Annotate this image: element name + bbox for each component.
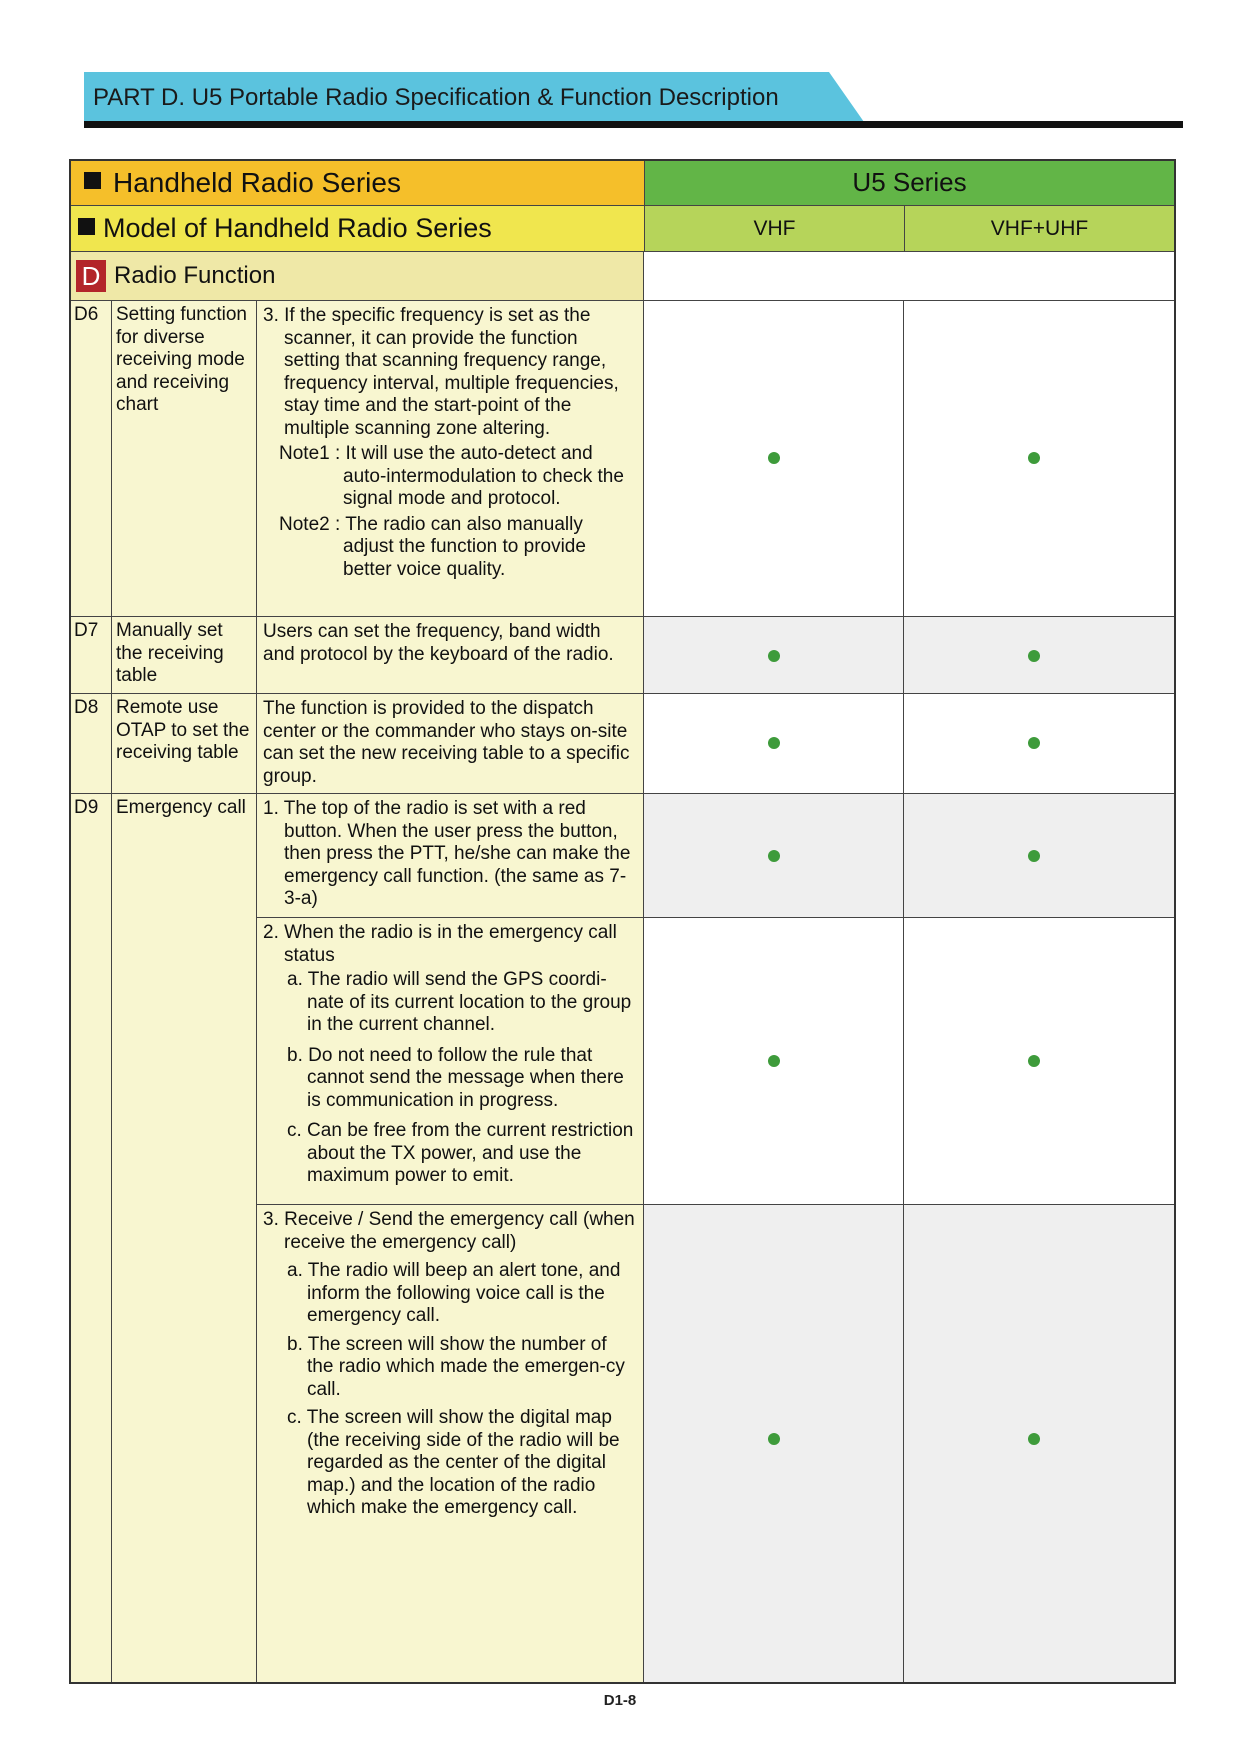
row-d6-name: Setting function for diverse receiving mode and receiving chart [112,301,257,617]
row-d6-note2: Note2 : The radio can also manually adjust the function to provide better voice quality. [279,513,586,580]
row-d6-vhf-uhf [904,301,1175,617]
series-label-cell [70,160,645,206]
row-d9-item1-vhf-uhf [904,794,1175,918]
model-label-cell [70,206,645,252]
supported-dot-icon [1028,1433,1040,1445]
row-d8-desc: The function is provided to the dispatch center or the commander who stays on-site can set the new receiving table to a specific group. [257,694,644,794]
row-d9-item2-a: a. The radio will send the GPS coordi-nate of its current location to the group in the current channel. [287,969,632,1035]
row-d9-item3-b: b. The screen will show the number of the radio which made the emergen-cy call. [287,1333,625,1400]
section-badge: D [76,260,106,292]
row-d9-item3-vhf-uhf [904,1205,1175,1683]
series-value: U5 Series [852,167,967,197]
supported-dot-icon [768,1433,780,1445]
model-vhf-cell [645,206,905,252]
row-d9-item3-desc [257,1205,644,1683]
row-d9-item2-desc [257,918,644,1205]
model-vhf-uhf-cell [905,206,1175,252]
row-d9-item2-vhf-uhf [904,918,1175,1205]
row-d7-id: D7 [70,617,112,694]
row-d6-desc [257,301,644,617]
row-d9-item2-b: b. Do not need to follow the rule that cannot send the message when there is communication in progress. [287,1044,624,1111]
supported-dot-icon [768,650,780,662]
square-bullet-icon [78,218,95,235]
page-number: D1-8 [603,1692,637,1709]
row-d9-id: D9 [70,794,112,1683]
header-rule [84,121,1183,128]
row-d9-name: Emergency call [112,794,257,1683]
row-d7-desc: Users can set the frequency, band width and protocol by the keyboard of the radio. [257,617,644,694]
row-d6-vhf [644,301,904,617]
supported-dot-icon [1028,850,1040,862]
supported-dot-icon [768,1055,780,1067]
supported-dot-icon [1028,650,1040,662]
row-d8-id: D8 [70,694,112,794]
supported-dot-icon [768,452,780,464]
page-title: PART D. U5 Portable Radio Specification & Function Description [93,84,779,111]
supported-dot-icon [1028,1055,1040,1067]
series-value-cell [645,160,1175,206]
row-d9-item1-vhf [644,794,904,918]
row-d9-item3-c: c. The screen will show the digital map (the receiving side of the radio will be regarded as the center of the digital map.) and the location of the radio which make the emergency call. [287,1407,620,1518]
supported-dot-icon [768,737,780,749]
row-d9-item1-desc [257,794,644,918]
section-title: Radio Function [114,262,276,289]
model-label: Model of Handheld Radio Series [103,213,492,243]
row-d6-note1: Note1 : It will use the auto-detect and auto-intermodulation to check the signal mode and protocol. [279,443,624,509]
row-d7-vhf [644,617,904,694]
row-d7-name: Manually set the receiving table [112,617,257,694]
row-d7-vhf-uhf [904,617,1175,694]
supported-dot-icon [768,850,780,862]
series-label: Handheld Radio Series [113,166,401,198]
supported-dot-icon [1028,737,1040,749]
model-vhf-uhf: VHF+UHF [990,216,1089,240]
row-d6-id: D6 [70,301,112,617]
model-vhf: VHF [753,216,796,240]
row-d9-item3-vhf [644,1205,904,1683]
supported-dot-icon [1028,452,1040,464]
row-d9-item2-c: c. Can be free from the current restriction about the TX power, and use the maximum power to emit. [287,1120,634,1186]
row-d9-item2: 2. When the radio is in the emergency call status [263,922,617,966]
row-d8-name: Remote use OTAP to set the receiving table [112,694,257,794]
row-d8-vhf [644,694,904,794]
row-d6-item: 3. If the specific frequency is set as the scanner, it can provide the function setting that scanning frequency range, frequency interval, multiple frequencies, stay time and the start-point of the multiple scanning zone altering. [263,305,619,439]
section-right-cell [644,252,1175,301]
square-bullet-icon [84,172,101,189]
row-d8-vhf-uhf [904,694,1175,794]
row-d9-item2-vhf [644,918,904,1205]
row-d9-item3-a: a. The radio will beep an alert tone, and inform the following voice call is the emergency call. [287,1260,621,1326]
row-d9-item3: 3. Receive / Send the emergency call (when receive the emergency call) [263,1209,635,1253]
row-d9-item1: 1. The top of the radio is set with a red button. When the user press the button, then press the PTT, he/she can make the emergency call function. (the same as 7-3-a) [263,798,631,909]
section-cell [70,252,644,301]
